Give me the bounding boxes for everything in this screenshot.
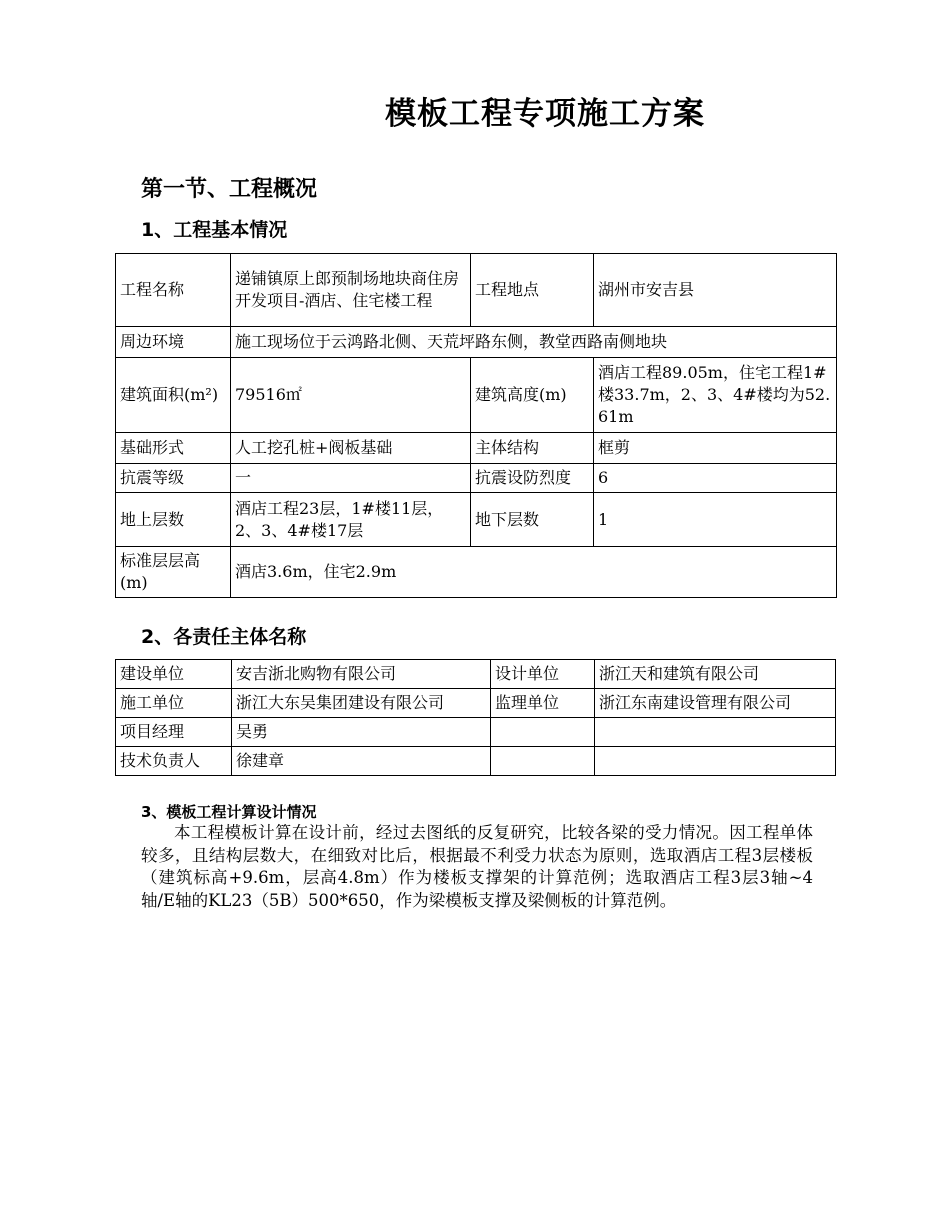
empty-cell <box>595 747 836 776</box>
surroundings-label: 周边环境 <box>116 327 231 358</box>
floor-height-value: 酒店3.6m，住宅2.9m <box>231 547 837 598</box>
developer-label: 建设单位 <box>116 660 232 689</box>
project-name-label: 工程名称 <box>116 254 231 327</box>
main-structure-value: 框剪 <box>594 433 837 464</box>
project-basic-info-table <box>115 253 837 598</box>
above-ground-floors-value: 酒店工程23层，1#楼11层，2、3、4#楼17层 <box>231 493 471 547</box>
main-structure-label: 主体结构 <box>471 433 594 464</box>
contractor-value: 浙江大东吴集团建设有限公司 <box>232 689 491 718</box>
empty-cell <box>491 747 595 776</box>
building-height-value: 酒店工程89.05m，住宅工程1#楼33.7m，2、3、4#楼均为52.61m <box>594 358 837 433</box>
contractor-label: 施工单位 <box>116 689 232 718</box>
underground-floors-value: 1 <box>594 493 837 547</box>
supervisor-value: 浙江东南建设管理有限公司 <box>595 689 836 718</box>
project-location-label: 工程地点 <box>471 254 594 327</box>
empty-cell <box>491 718 595 747</box>
underground-floors-label: 地下层数 <box>471 493 594 547</box>
designer-label: 设计单位 <box>491 660 595 689</box>
empty-cell <box>595 718 836 747</box>
floor-height-label: 标准层层高(m) <box>116 547 231 598</box>
responsible-parties-table <box>115 659 836 776</box>
designer-value: 浙江天和建筑有限公司 <box>595 660 836 689</box>
building-area-value: 79516㎡ <box>231 358 471 433</box>
developer-value: 安吉浙北购物有限公司 <box>232 660 491 689</box>
seismic-intensity-label: 抗震设防烈度 <box>471 464 594 493</box>
seismic-grade-label: 抗震等级 <box>116 464 231 493</box>
calculation-paragraph: 本工程模板计算在设计前，经过去图纸的反复研究，比较各梁的受力情况。因工程单体较多，且结构层数大，在细致对比后，根据最不利受力状态为原则，选取酒店工程3层楼板（建筑标高+9.6m，层高4.8m）作为楼板支撑架的计算范例；选取酒店工程3层3轴~4轴/E轴的KL23（5B）500*650，作为梁模板支撑及梁侧板的计算范例。 <box>141 823 813 910</box>
subsection-heading-parties: 2、各责任主体名称 <box>141 626 307 648</box>
section-heading: 第一节、工程概况 <box>141 177 318 202</box>
technical-lead-label: 技术负责人 <box>116 747 232 776</box>
surroundings-value: 施工现场位于云鸿路北侧、天荒坪路东侧，教堂西路南侧地块 <box>231 327 837 358</box>
project-manager-value: 吴勇 <box>232 718 491 747</box>
seismic-intensity-value: 6 <box>594 464 837 493</box>
subsection-heading-basic: 1、工程基本情况 <box>141 219 288 241</box>
project-name-value: 递铺镇原上郎预制场地块商住房开发项目-酒店、住宅楼工程 <box>231 254 471 327</box>
document-title: 模板工程专项施工方案 <box>385 96 705 132</box>
project-location-value: 湖州市安吉县 <box>594 254 837 327</box>
above-ground-floors-label: 地上层数 <box>116 493 231 547</box>
subsection-heading-calculation: 3、模板工程计算设计情况 <box>141 803 317 821</box>
foundation-type-label: 基础形式 <box>116 433 231 464</box>
seismic-grade-value: 一 <box>231 464 471 493</box>
project-manager-label: 项目经理 <box>116 718 232 747</box>
technical-lead-value: 徐建章 <box>232 747 491 776</box>
building-height-label: 建筑高度(m) <box>471 358 594 433</box>
building-area-label: 建筑面积(m²) <box>116 358 231 433</box>
foundation-type-value: 人工挖孔桩+阀板基础 <box>231 433 471 464</box>
supervisor-label: 监理单位 <box>491 689 595 718</box>
